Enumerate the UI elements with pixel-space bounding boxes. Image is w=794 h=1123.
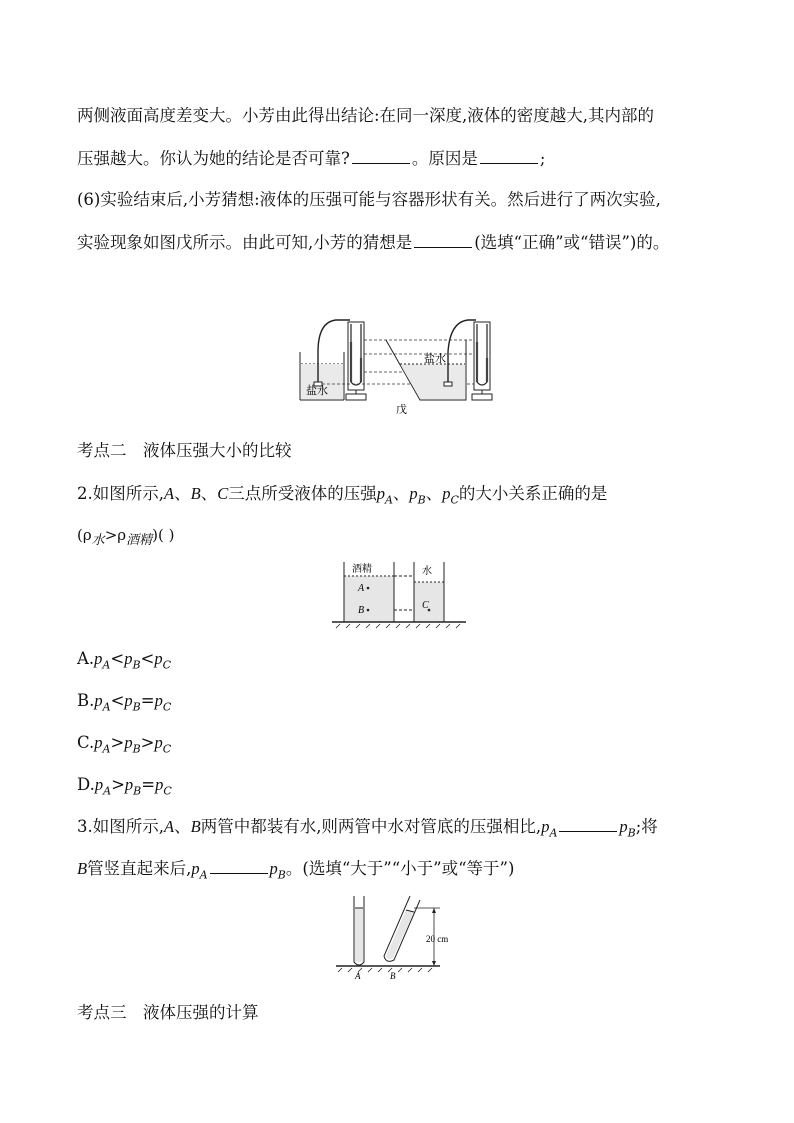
alcohol-label: 酒精 bbox=[352, 564, 372, 575]
answer-blank-reason[interactable] bbox=[480, 149, 538, 164]
trapezoid-container bbox=[386, 340, 466, 400]
section-title-2: 考点二 液体压强大小的比较 bbox=[77, 441, 292, 460]
left-u-tube bbox=[346, 322, 366, 400]
point-a bbox=[367, 587, 370, 590]
point-b bbox=[367, 609, 370, 612]
text-line-1: 两侧液面高度差变大。小芳由此得出结论:在同一深度,液体的密度越大,其内部的 bbox=[77, 106, 655, 125]
height-label: 20 cm bbox=[426, 934, 449, 944]
figure-wu bbox=[296, 312, 516, 414]
q3-line-1: 3.如图所示,A、B两管中都装有水,则两管中水对管底的压强相比$,p_A$ $p_B$;将 bbox=[77, 817, 658, 840]
tube-b-label: B bbox=[390, 971, 396, 980]
answer-blank-reliable[interactable] bbox=[352, 149, 410, 164]
left-salt-label: 盐水 bbox=[306, 385, 328, 397]
tube-a-label: A bbox=[355, 971, 361, 980]
section-title-3: 考点三 液体压强的计算 bbox=[77, 1003, 259, 1022]
svg-text:B: B bbox=[358, 605, 365, 616]
water-label: 水 bbox=[422, 566, 432, 577]
option-d[interactable]: $D.p_A>p_B=p_C$ bbox=[77, 775, 172, 798]
option-a[interactable]: $A.p_A<p_B<p_C$ bbox=[77, 649, 172, 672]
figure-q3 bbox=[334, 892, 470, 980]
q6-line-2: 实验现象如图戊所示。由此可知,小芳的猜想是 (选填“正确”或“错误”)的。 bbox=[77, 233, 670, 252]
option-c[interactable]: $C.p_A>p_B>p_C$ bbox=[77, 733, 172, 756]
figure-q2 bbox=[330, 558, 470, 630]
figure-caption: 戊 bbox=[396, 404, 407, 414]
svg-text:C: C bbox=[422, 600, 429, 611]
answer-blank-q3-2[interactable] bbox=[210, 859, 268, 874]
q2-condition: $(\rho_水>\rho_{酒精})$( ) bbox=[77, 526, 175, 548]
question-text: 压强越大。你认为她的结论是否可靠? bbox=[77, 149, 350, 168]
right-salt-label: 盐水 bbox=[424, 353, 446, 365]
q2-stem: 2.如图所示,A、B、C三点所受液体的压强$p_A$、$p_B$、$p_C$的大小关系正确的是 bbox=[77, 484, 608, 507]
answer-blank-q3-1[interactable] bbox=[559, 817, 617, 832]
right-u-tube bbox=[472, 322, 492, 400]
q6-line-1: (6)实验结束后,小芳猜想:液体的压强可能与容器形状有关。然后进行了两次实验, bbox=[77, 190, 661, 209]
answer-blank-guess[interactable] bbox=[414, 233, 472, 248]
text-line-2: 压强越大。你认为她的结论是否可靠? 。原因是 ; bbox=[77, 149, 546, 168]
svg-text:A: A bbox=[358, 583, 365, 594]
right-probe bbox=[444, 382, 452, 386]
q3-line-2: B管竖直起来后$,p_A$ $p_B$。(选填“大于”“小于”或“等于”) bbox=[77, 859, 515, 882]
option-b[interactable]: $B.p_A<p_B=p_C$ bbox=[77, 691, 172, 714]
question-text: 。原因是 bbox=[411, 149, 478, 168]
